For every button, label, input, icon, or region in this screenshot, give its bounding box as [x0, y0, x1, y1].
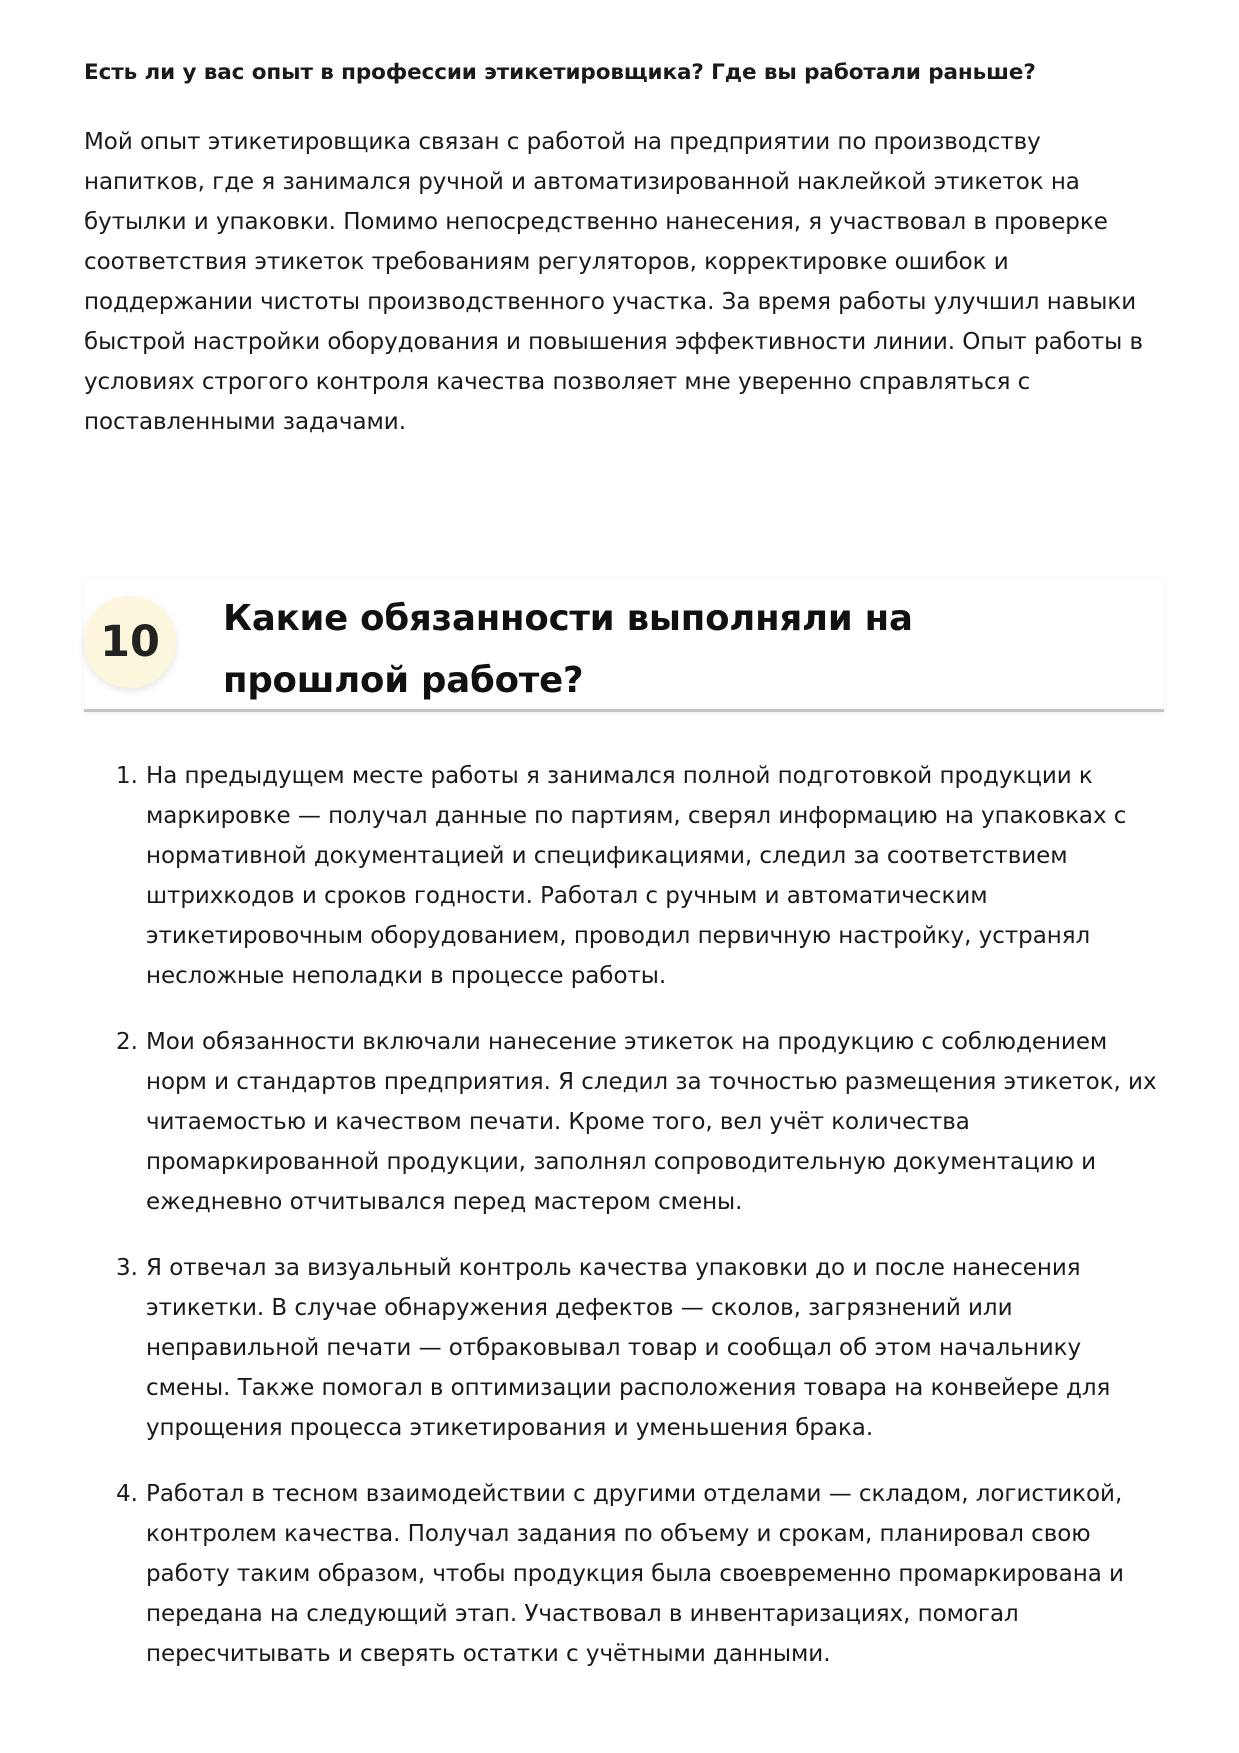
question-number-badge: 10	[84, 596, 176, 688]
answers-list	[84, 756, 1164, 1700]
list-item-marker: 3.	[116, 1255, 138, 1281]
list-item-text: Мои обязанности включали нанесение этикеток на продукцию с соблюдением норм и стандартов предприятия. Я следил за точностью размещения этикеток, их читаемостью и качеством печати. Кроме того, вел учёт количества промаркированной продукции, заполнял сопроводительную документацию и ежедневно отчитывался перед мастером смены.	[146, 1029, 1157, 1215]
list-item-marker: 1.	[116, 763, 138, 789]
previous-question: Есть ли у вас опыт в профессии этикетировщика? Где вы работали раньше?	[84, 60, 1036, 85]
list-item-marker: 2.	[116, 1029, 138, 1055]
list-item	[116, 1474, 1164, 1674]
list-item	[116, 1022, 1164, 1222]
list-item-marker: 4.	[116, 1481, 138, 1507]
section-header	[84, 578, 1164, 712]
list-item	[116, 1248, 1164, 1448]
list-item-text: Работал в тесном взаимодействии с другими отделами — складом, логистикой, контролем качества. Получал задания по объему и срокам, планировал свою работу таким образом, чтобы продукция была своевременно промаркирована и передана на следующий этап. Участвовал в инвентаризациях, помогал пересчитывать и сверять остатки с учётными данными.	[146, 1481, 1124, 1667]
section-title: Какие обязанности выполняли на прошлой работе?	[223, 598, 913, 701]
list-item-text: Я отвечал за визуальный контроль качества упаковки до и после нанесения этикетки. В случае обнаружения дефектов — сколов, загрязнений или неправильной печати — отбраковывал товар и сообщал об этом начальнику смены. Также помогал в оптимизации расположения товара на конвейере для упрощения процесса этикетирования и уменьшения брака.	[146, 1255, 1111, 1441]
list-item	[116, 756, 1164, 996]
previous-answer: Мой опыт этикетировщика связан с работой на предприятии по производству напитков, где я занимался ручной и автоматизированной наклейкой этикеток на бутылки и упаковки. Помимо непосредственно нанесения, я участвовал в проверке соответствия этикеток требованиям регуляторов, корректировке ошибок и поддержании чистоты производственного участка. За время работы улучшил навыки быстрой настройки оборудования и повышения эффективности линии. Опыт работы в условиях строгого контроля качества позволяет мне уверенно справляться с поставленными задачами.	[84, 129, 1144, 435]
previous-answer-block	[84, 58, 1164, 442]
list-item-text: На предыдущем месте работы я занимался полной подготовкой продукции к маркировке — получал данные по партиям, сверял информацию на упаковках с нормативной документацией и спецификациями, следил за соответствием штрихкодов и сроков годности. Работал с ручным и автоматическим этикетировочным оборудованием, проводил первичную настройку, устранял несложные неполадки в процессе работы.	[146, 763, 1127, 989]
